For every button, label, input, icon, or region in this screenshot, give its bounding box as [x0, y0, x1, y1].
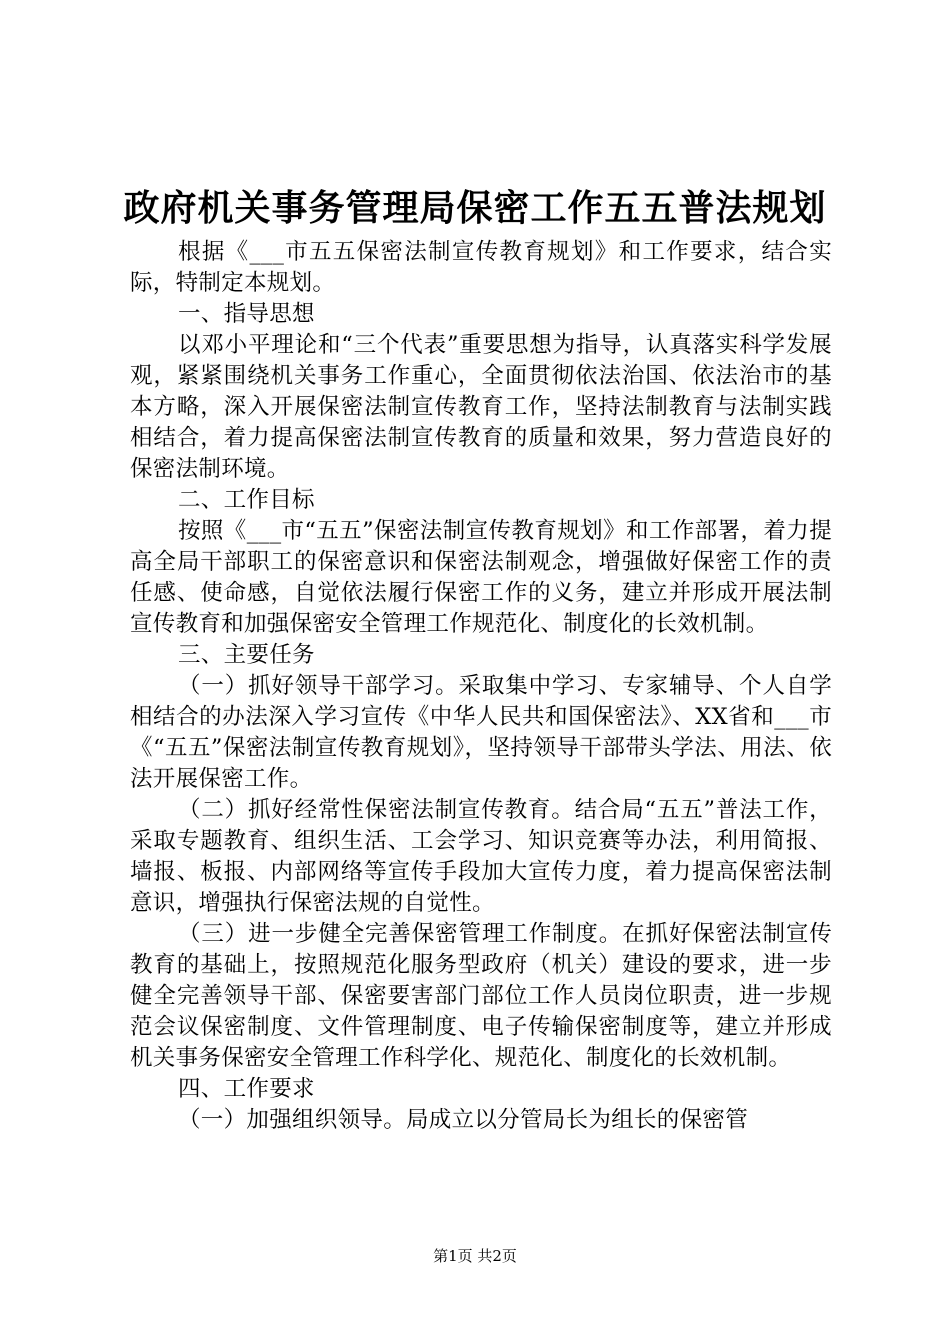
work-requirement-1-paragraph: （一）加强组织领导。局成立以分管局长为组长的保密管	[178, 1107, 749, 1133]
guiding-ideology-paragraph: 以邓小平理论和“三个代表”重要思想为指导，认真落实科学发展观，紧紧围绕机关事务工作重心，全面贯彻依法治国、依法治市的基本方略，深入开展保密法制宣传教育工作，坚持法制教育与法制实践相结合，着力提高保密法制宣传教育的质量和效果，努力营造良好的保密法制环境。	[130, 332, 832, 482]
document-body	[130, 237, 832, 1136]
main-task-1-paragraph: （一）抓好领导干部学习。采取集中学习、专家辅导、个人自学相结合的办法深入学习宣传《中华人民共和国保密法》、XX省和___市《“五五”保密法制宣传教育规划》，坚持领导干部带头学法、用法、依法开展保密工作。	[130, 673, 832, 792]
section-heading-main-tasks: 三、主要任务	[178, 642, 315, 668]
section-heading-work-goals: 二、工作目标	[178, 487, 315, 513]
document-title: 政府机关事务管理局保密工作五五普法规划	[123, 187, 827, 229]
main-task-3-paragraph: （三）进一步健全完善保密管理工作制度。在抓好保密法制宣传教育的基础上，按照规范化服务型政府（机关）建设的要求，进一步健全完善领导干部、保密要害部门部位工作人员岗位职责，进一步规范会议保密制度、文件管理制度、电子传输保密制度等，建立并形成机关事务保密安全管理工作科学化、规范化、制度化的长效机制。	[130, 921, 832, 1071]
work-goals-paragraph: 按照《___市“五五”保密法制宣传教育规划》和工作部署，着力提高全局干部职工的保密意识和保密法制观念，增强做好保密工作的责任感、使命感，自觉依法履行保密工作的义务，建立并形成开展法制宣传教育和加强保密安全管理工作规范化、制度化的长效机制。	[130, 518, 832, 637]
section-heading-guiding-ideology: 一、指导思想	[178, 301, 315, 327]
page-footer: 第1页 共2页	[433, 1247, 517, 1265]
main-task-2-paragraph: （二）抓好经常性保密法制宣传教育。结合局“五五”普法工作，采取专题教育、组织生活、工会学习、知识竞赛等办法，利用简报、墙报、板报、内部网络等宣传手段加大宣传力度，着力提高保密法制意识，增强执行保密法规的自觉性。	[130, 797, 832, 916]
intro-paragraph: 根据《___市五五保密法制宣传教育规划》和工作要求，结合实际，特制定本规划。	[130, 239, 832, 296]
section-heading-work-requirements: 四、工作要求	[178, 1076, 315, 1102]
